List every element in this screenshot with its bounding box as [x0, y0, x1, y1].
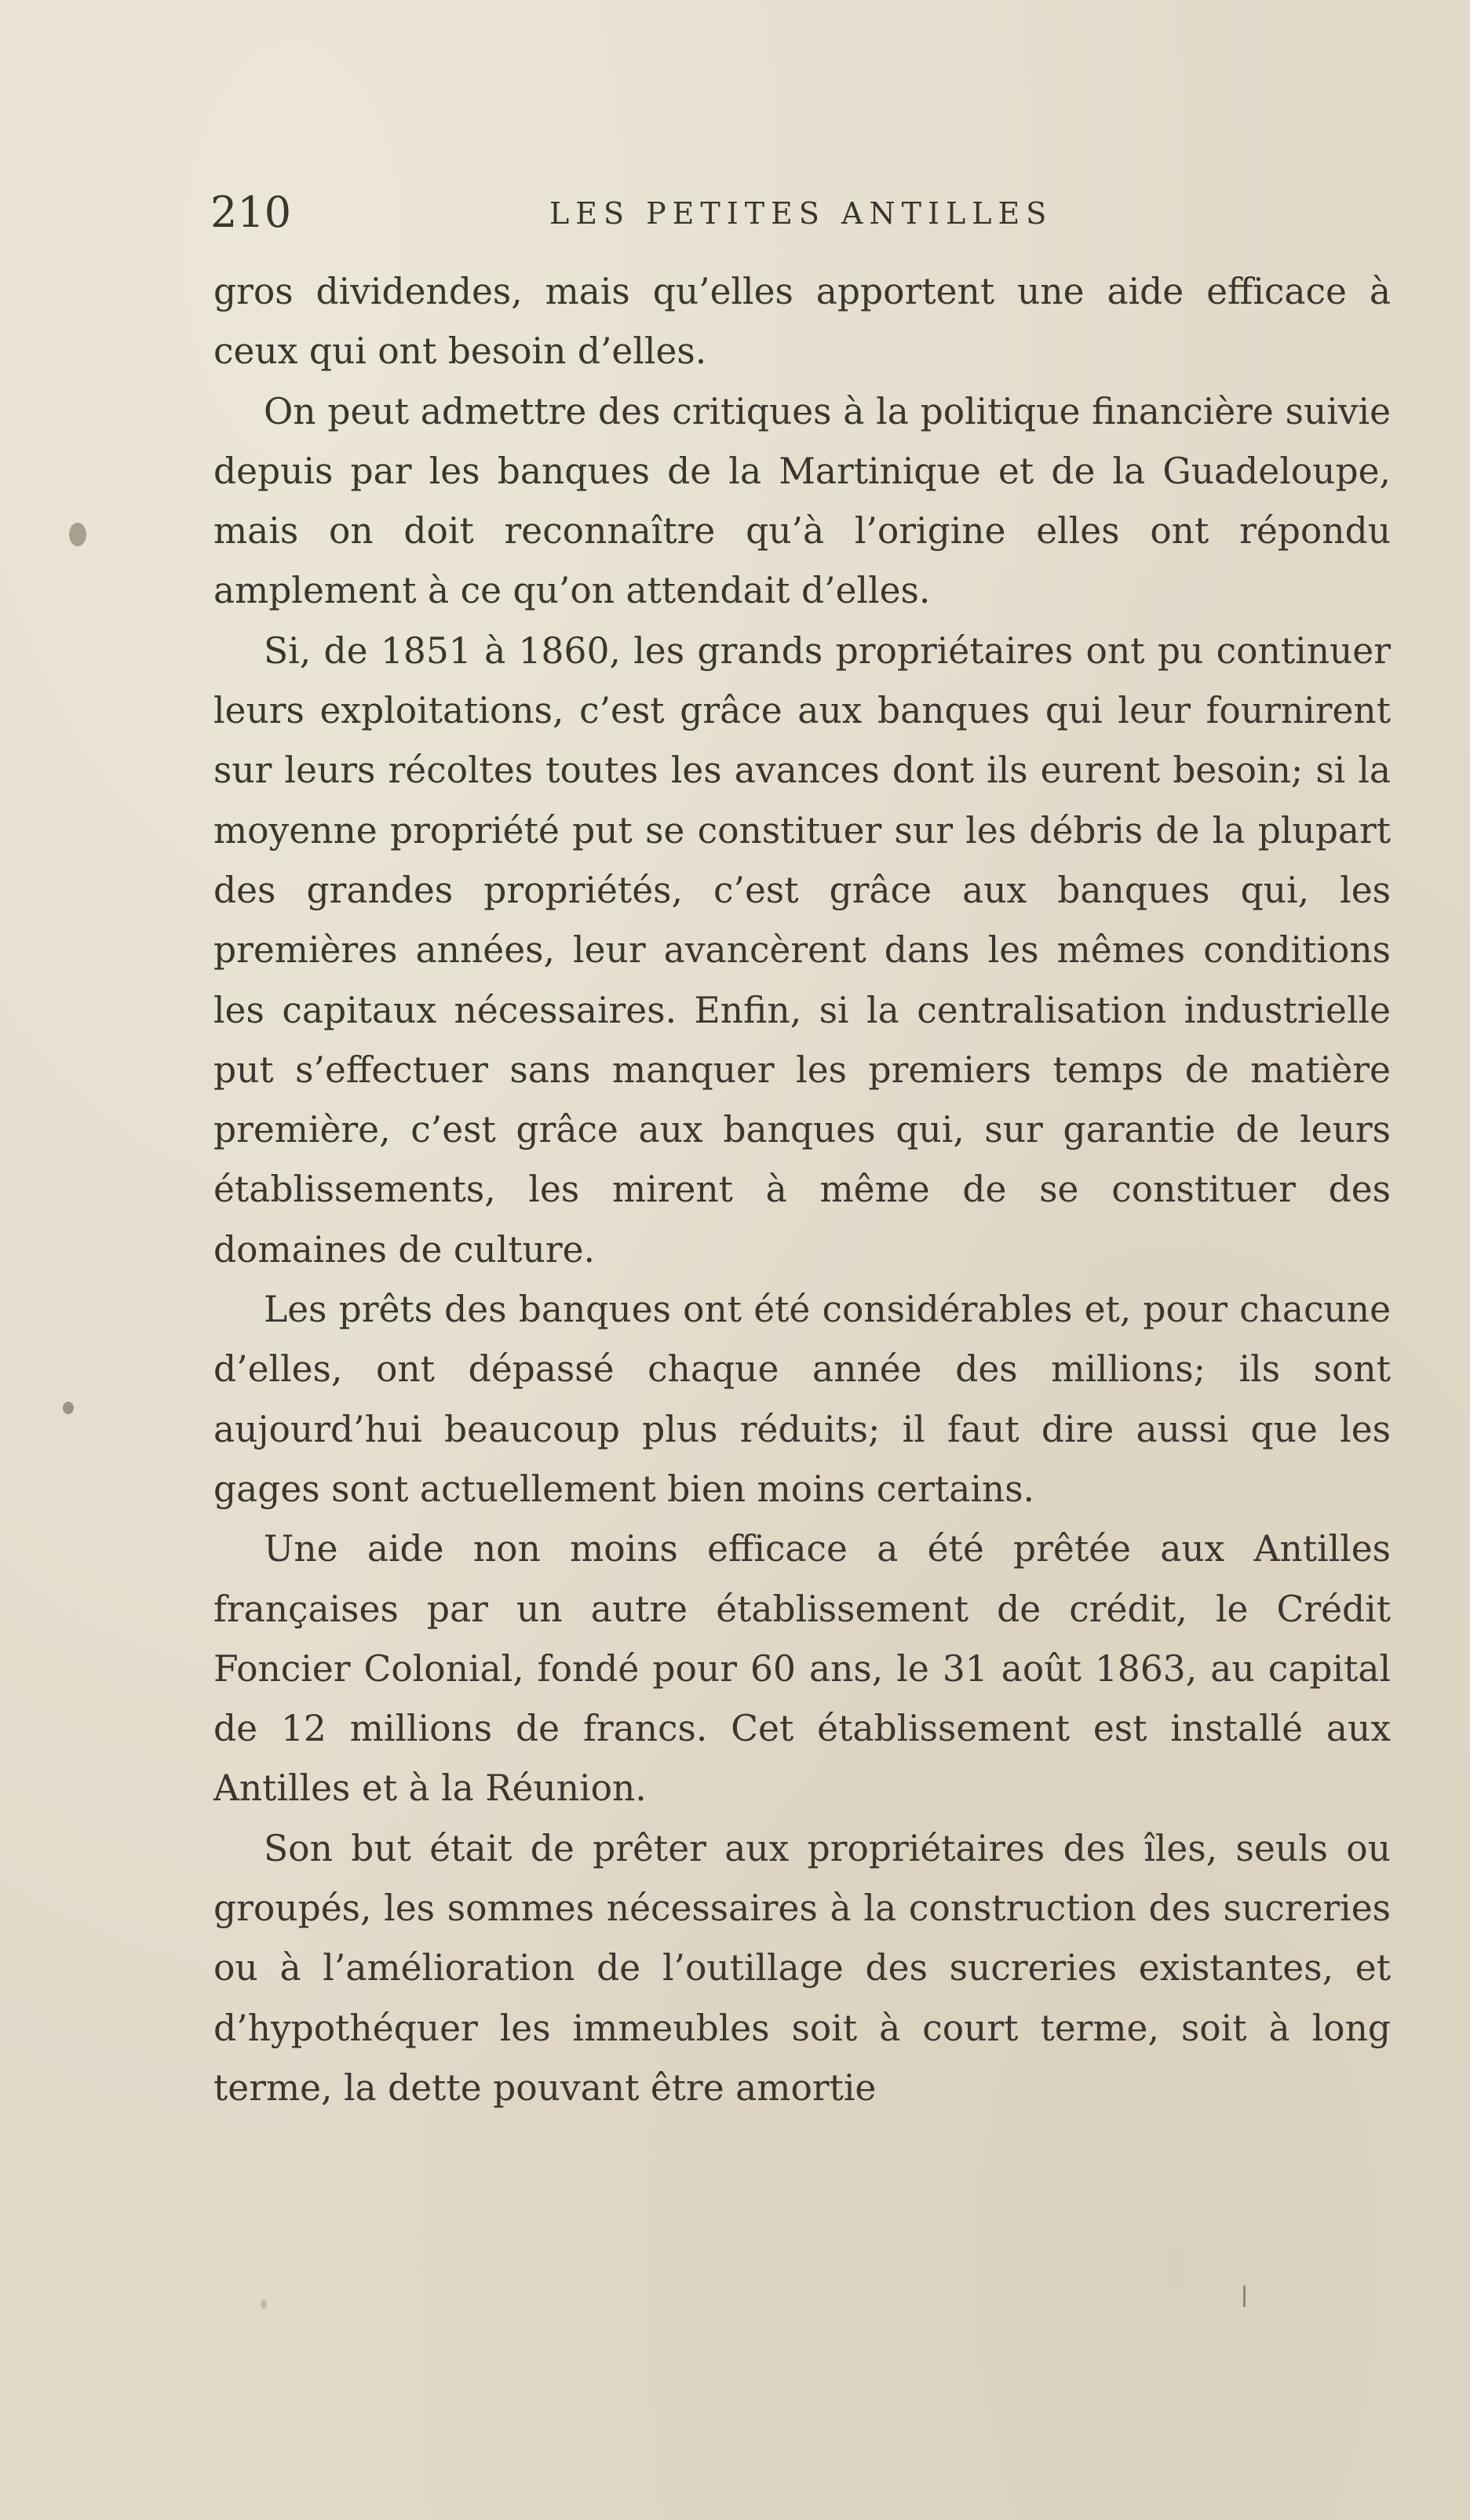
- paragraph-continuation: gros dividendes, mais qu’elles apportent une aide efficace à ceux qui ont besoin d’elles.: [213, 271, 1391, 373]
- paragraph-credit-purpose: Son but était de prêter aux propriétaires des îles, seuls ou groupés, les sommes nécessaires à la construction des sucreries ou à l’amélioration de l’outillage des sucreries existantes, et d’hypothéquer les immeubles soit à court terme, soit à long terme, la dette pouvant être amortie: [213, 1827, 1391, 2109]
- paragraph-bank-loans: Les prêts des banques ont été considérables et, pour chacune d’elles, ont dépassé chaque année des millions; ils sont aujourd’hui beaucoup plus réduits; il faut dire aussi que les gages sont actuellement bien moins certains.: [213, 1289, 1391, 1510]
- paper-speck: [63, 1402, 74, 1414]
- paper-speck: [261, 2299, 267, 2309]
- page-number: 210: [210, 188, 292, 237]
- running-title: LES PETITES ANTILLES: [549, 196, 1053, 231]
- paragraph-bank-role: Si, de 1851 à 1860, les grands propriétaires ont pu continuer leurs exploitations, c’est grâce aux banques qui leur fournirent sur leurs récoltes toutes les avances dont ils eurent besoin; si la moyenne propriété put se constituer sur les débris de la plupart des grandes propriétés, c’est grâce aux banques qui, les premières années, leur avancèrent dans les mêmes conditions les capitaux nécessaires. Enfin, si la centralisation industrielle put s’effectuer sans manquer les premiers temps de matière première, c’est grâce aux banques qui, sur garantie de leurs établissements, les mirent à même de se constituer des domaines de culture.: [213, 629, 1391, 1271]
- running-head: [210, 185, 1388, 240]
- body-text: [213, 262, 1391, 2118]
- paragraph-bank-policy: On peut admettre des critiques à la politique financière suivie depuis par les banques de la Martinique et de la Guadeloupe, mais on doit reconnaître qu’à l’origine elles ont répondu amplement à ce qu’on attendait d’elles.: [213, 390, 1391, 612]
- paper-speck: [69, 523, 86, 546]
- paper-speck: [1243, 2285, 1246, 2307]
- paragraph-credit-foncier: Une aide non moins efficace a été prêtée aux Antilles françaises par un autre établissement de crédit, le Crédit Foncier Colonial, fondé pour 60 ans, le 31 août 1863, au capital de 12 millions de francs. Cet établissement est installé aux Antilles et à la Réunion.: [213, 1528, 1391, 1810]
